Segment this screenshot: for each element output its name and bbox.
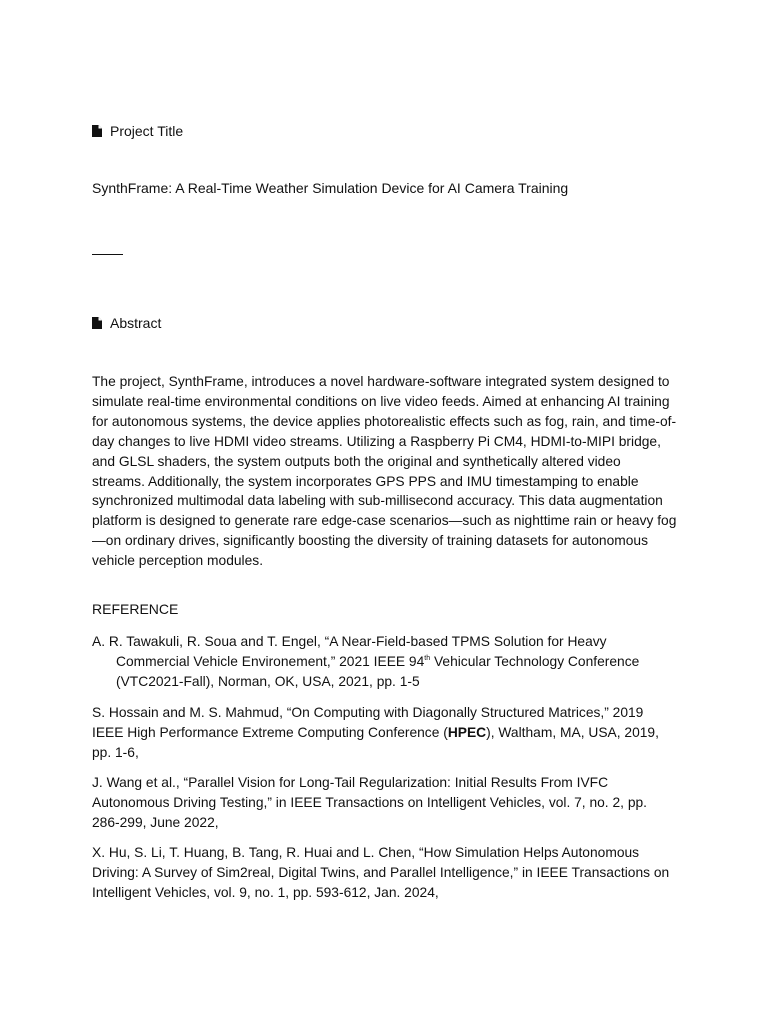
abstract-heading-label: Abstract xyxy=(110,315,162,331)
reference-item xyxy=(92,703,677,763)
project-title-heading xyxy=(92,123,183,139)
project-title: SynthFrame: A Real-Time Weather Simulation Device for AI Camera Training xyxy=(92,180,569,196)
abstract-heading xyxy=(92,315,161,331)
reference-text: ), Waltham, MA, USA, 2019, pp. 1-6, xyxy=(92,725,659,760)
document-icon xyxy=(92,125,102,137)
document-icon xyxy=(92,317,102,329)
superscript: th xyxy=(424,655,431,662)
abstract-text: The project, SynthFrame, introduces a novel hardware-software integrated system designed to simulate real-time environmental conditions on live video feeds. Aimed at enhancing AI training for autonomous systems, the device applies photorealistic effects such as fog, rain, and time-of-day changes to live HDMI video streams. Utilizing a Raspberry Pi CM4, HDMI-to-MIPI bridge, and GLSL shaders, the system outputs both the original and synthetically altered video streams. Additionally, the system incorporates GPS PPS and IMU timestamping to enable synchronized multimodal data labeling with sub-millisecond accuracy. This data augmentation platform is designed to generate rare edge-case scenarios—such as nighttime rain or heavy fog—on ordinary drives, significantly boosting the diversity of training datasets for autonomous vehicle perception modules. xyxy=(92,374,677,569)
divider xyxy=(92,254,123,255)
reference-heading: REFERENCE xyxy=(92,601,179,617)
project-title-heading-label: Project Title xyxy=(110,123,184,139)
reference-text: A. R. Tawakuli, R. Soua and T. Engel, “A Near-Field-based TPMS Solution for Heavy Commercial Vehicle Environement,” 2021 IEEE 94 xyxy=(92,634,607,669)
reference-item: J. Wang et al., “Parallel Vision for Long-Tail Regularization: Initial Results From IVFC Autonomous Driving Testing,” in IEEE Transactions on Intelligent Vehicles, vol. 7, no. 2, pp. 286-299, June 2022, xyxy=(92,775,647,830)
reference-bold-text: HPEC xyxy=(447,725,487,740)
reference-text: S. Hossain and M. S. Mahmud, “On Computing with Diagonally Structured Matrices,” 2019 IEEE High Performance Extreme Computing Conference ( xyxy=(92,705,644,740)
reference-item: X. Hu, S. Li, T. Huang, B. Tang, R. Huai and L. Chen, “How Simulation Helps Autonomous Driving: A Survey of Sim2real, Digital Twins, and Parallel Intelligence,” in IEEE Transactions on Intelligent Vehicles, vol. 9, no. 1, pp. 593-612, Jan. 2024, xyxy=(92,845,670,900)
reference-item xyxy=(92,632,677,692)
reference-text: Vehicular Technology Conference (VTC2021-Fall), Norman, OK, USA, 2021, pp. 1-5 xyxy=(116,654,640,689)
